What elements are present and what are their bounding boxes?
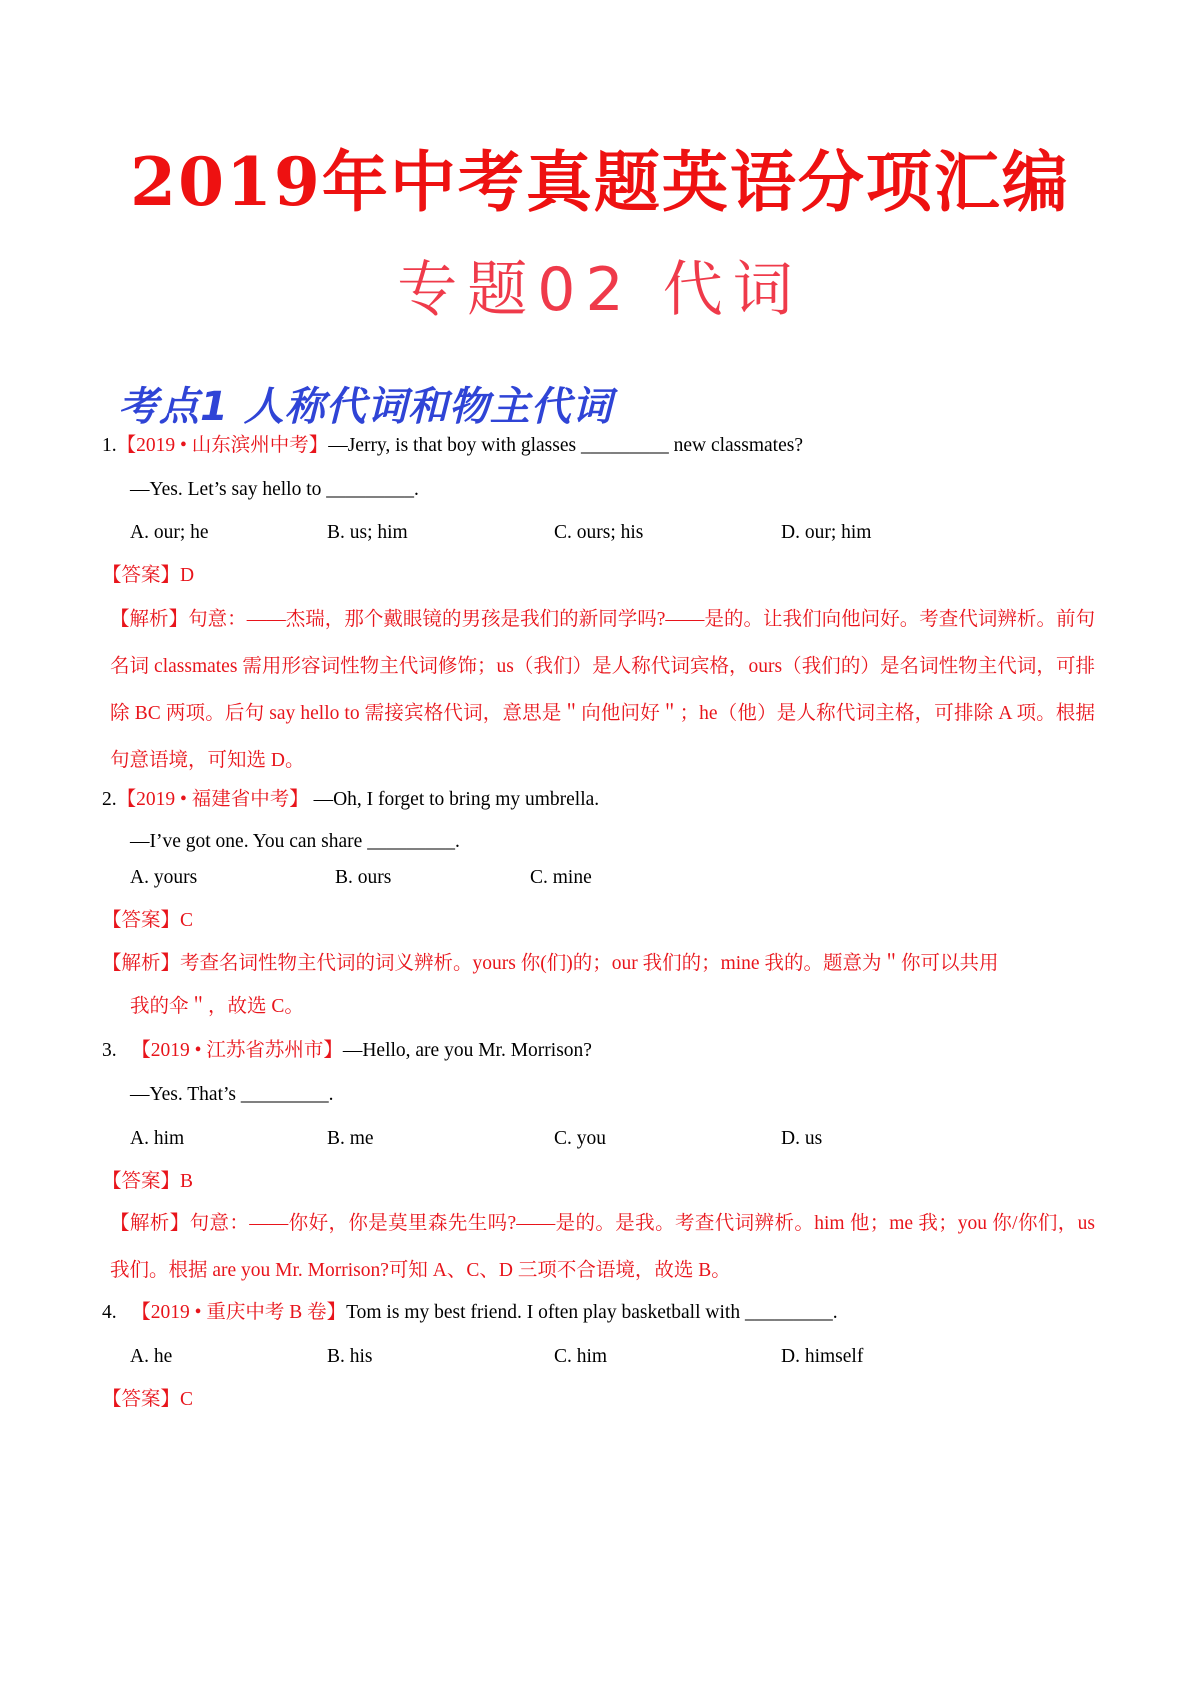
answer: 【答案】D [102,565,195,586]
question-stem: 2.【2019 • 福建省中考】 —Oh, I forget to bring my umbrella. [102,789,600,810]
question-source: 【2019 • 江苏省苏州市】 [131,1040,343,1061]
answer: 【答案】C [102,910,194,931]
option-a: A. him [130,1128,185,1149]
option-d: D. himself [781,1346,864,1367]
option-b: B. his [327,1346,373,1367]
document-subtitle: 专题02 代词 [397,255,803,325]
option-b: B. ours [335,867,392,888]
section-heading: 考点1 人称代词和物主代词 [118,384,613,430]
question-stem-line2: —Yes. Let’s say hello to _________. [130,479,419,500]
question-stem: 4. 【2019 • 重庆中考 B 卷】Tom is my best friend. I often play basketball with _________. [102,1302,838,1323]
analysis-line2: 我的伞＂，故选 C。 [130,996,304,1017]
option-a: A. he [130,1346,173,1367]
analysis: 【解析】句意：——杰瑞，那个戴眼镜的男孩是我们的新同学吗?——是的。让我们向他问好。考查代词辨析。前句名词 classmates 需用形容词性物主代词修饰；us（我们）是人称代词宾格，ours（我们的）是名词性物主代词，可排除 BC 两项。后句 say hello to 需接宾格代词，意思是＂向他问好＂；he（他）是人称代词主格，可排除 A 项。根据句意语境，可知选 D。 [110,609,1095,771]
question-stem: 3. 【2019 • 江苏省苏州市】—Hello, are you Mr. Morrison? [102,1040,592,1061]
question-source: 【2019 • 重庆中考 B 卷】 [131,1302,347,1323]
option-b: B. us; him [327,522,408,543]
option-a: A. our; he [130,522,209,543]
analysis: 【解析】句意：——你好，你是莫里森先生吗?——是的。是我。考查代词辨析。him 他；me 我；you 你/你们，us 我们。根据 are you Mr. Morrison?可知 A、C、D 三项不合语境，故选 B。 [110,1213,1095,1281]
question-stem-line2: —I’ve got one. You can share _________. [130,831,460,852]
answer: 【答案】B [102,1171,194,1192]
question-source: 【2019 • 福建省中考】 [116,789,309,810]
option-a: A. yours [130,867,198,888]
option-c: C. mine [530,867,592,888]
analysis: 【解析】考查名词性物主代词的词义辨析。yours 你(们)的；our 我们的；mine 我的。题意为＂你可以共用 [102,953,999,974]
option-b: B. me [327,1128,374,1149]
document-title: 2019年中考真题英语分项汇编 [130,143,1070,221]
question-source: 【2019 • 山东滨州中考】 [116,435,329,456]
option-d: D. us [781,1128,823,1149]
option-c: C. ours; his [554,522,644,543]
option-c: C. you [554,1128,607,1149]
question-stem: 1.【2019 • 山东滨州中考】—Jerry, is that boy with glasses _________ new classmates? [102,435,803,456]
option-d: D. our; him [781,522,872,543]
answer: 【答案】C [102,1389,194,1410]
option-c: C. him [554,1346,608,1367]
question-stem-line2: —Yes. That’s _________. [130,1084,334,1105]
